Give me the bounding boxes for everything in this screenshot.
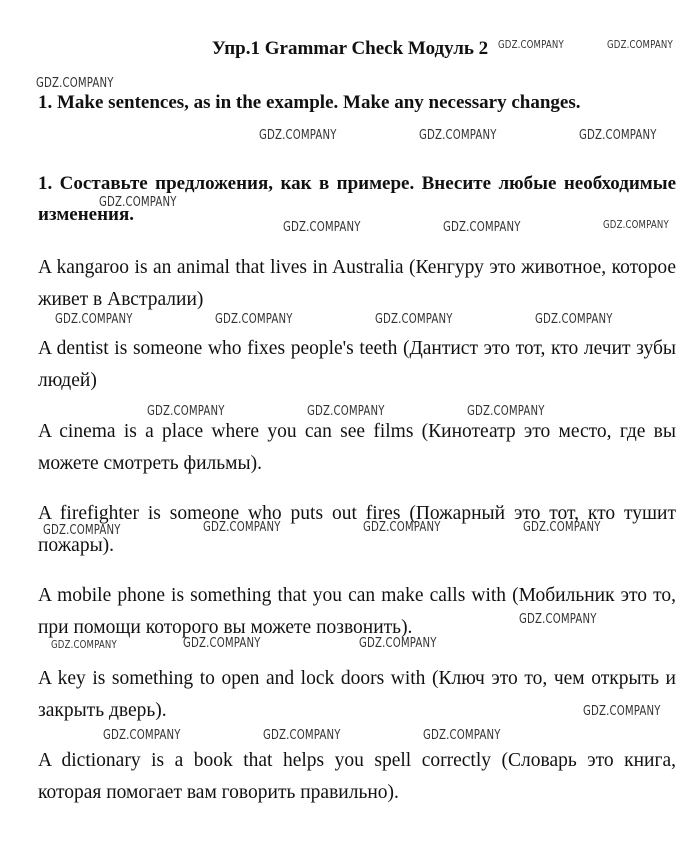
page-title: Упр.1 Grammar Check Модуль 2 bbox=[211, 38, 489, 59]
watermark: GDZ.COMPANY bbox=[583, 704, 661, 719]
watermark: GDZ.COMPANY bbox=[359, 636, 437, 651]
watermark: GDZ.COMPANY bbox=[103, 728, 181, 743]
sentence-key: A key is something to open and lock doors with (Ключ это то, чем открыть и закрыть дверь). bbox=[38, 668, 676, 721]
watermark: GDZ.COMPANY bbox=[443, 220, 521, 235]
watermark: GDZ.COMPANY bbox=[36, 76, 114, 91]
watermark: GDZ.COMPANY bbox=[363, 520, 441, 535]
watermark: GDZ.COMPANY bbox=[375, 312, 453, 327]
watermark: GDZ.COMPANY bbox=[419, 128, 497, 143]
watermark: GDZ.COMPANY bbox=[263, 728, 341, 743]
watermark: GDZ.COMPANY bbox=[51, 638, 117, 651]
sentence-kangaroo: A kangaroo is an animal that lives in Australia (Кенгуру это животное, которое живет в Австралии) bbox=[38, 257, 676, 310]
watermark: GDZ.COMPANY bbox=[99, 195, 177, 210]
watermark: GDZ.COMPANY bbox=[259, 128, 337, 143]
task-heading-ru: 1. Составьте предложения, как в примере. Внесите любые необходимые изменения. bbox=[38, 173, 676, 225]
watermark: GDZ.COMPANY bbox=[283, 220, 361, 235]
watermark: GDZ.COMPANY bbox=[43, 523, 121, 538]
watermark: GDZ.COMPANY bbox=[535, 312, 613, 327]
watermark: GDZ.COMPANY bbox=[423, 728, 501, 743]
sentence-dentist: A dentist is someone who fixes people's teeth (Дантист это тот, кто лечит зубы людей) bbox=[38, 338, 676, 391]
watermark: GDZ.COMPANY bbox=[519, 612, 597, 627]
sentence-dictionary: A dictionary is a book that helps you spell correctly (Словарь это книга, которая помогает вам говорить правильно). bbox=[38, 750, 676, 803]
sentence-mobile-phone: A mobile phone is something that you can make calls with (Мобильник это то, при помощи которого вы можете позвонить). bbox=[38, 585, 676, 638]
watermark: GDZ.COMPANY bbox=[307, 404, 385, 419]
watermark: GDZ.COMPANY bbox=[203, 520, 281, 535]
watermark: GDZ.COMPANY bbox=[498, 38, 564, 51]
watermark: GDZ.COMPANY bbox=[55, 312, 133, 327]
sentence-cinema: A cinema is a place where you can see films (Кинотеатр это место, где вы можете смотреть фильмы). bbox=[38, 421, 676, 474]
watermark: GDZ.COMPANY bbox=[215, 312, 293, 327]
watermark: GDZ.COMPANY bbox=[603, 218, 669, 231]
watermark: GDZ.COMPANY bbox=[183, 636, 261, 651]
watermark: GDZ.COMPANY bbox=[523, 520, 601, 535]
watermark: GDZ.COMPANY bbox=[467, 404, 545, 419]
watermark: GDZ.COMPANY bbox=[607, 38, 673, 51]
task-heading-en: 1. Make sentences, as in the example. Make any necessary changes. bbox=[38, 92, 581, 113]
watermark: GDZ.COMPANY bbox=[147, 404, 225, 419]
watermark: GDZ.COMPANY bbox=[579, 128, 657, 143]
sentence-firefighter: A firefighter is someone who puts out fires (Пожарный это тот, кто тушит пожары). bbox=[38, 503, 676, 556]
